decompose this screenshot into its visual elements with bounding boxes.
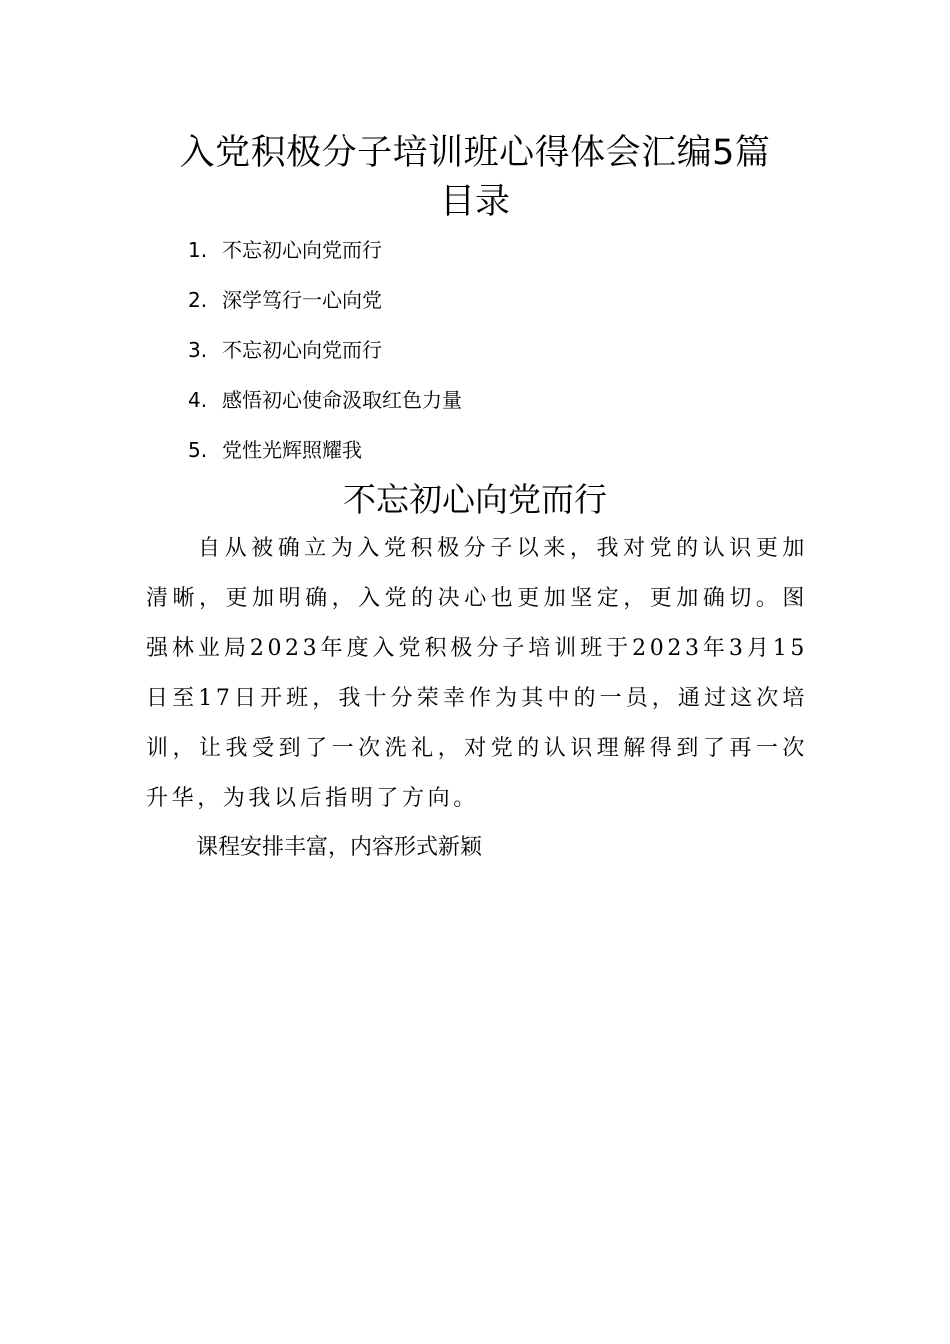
toc-item bbox=[188, 380, 462, 430]
toc-item-number: 4. bbox=[188, 388, 208, 412]
toc-item bbox=[188, 430, 462, 480]
table-of-contents bbox=[188, 230, 462, 480]
document-title: 入党积极分子培训班心得体会汇编5篇 bbox=[179, 133, 771, 173]
subheading: 课程安排丰富，内容形式新颖 bbox=[196, 835, 483, 860]
toc-item-number: 1. bbox=[188, 238, 208, 262]
toc-item-number: 3. bbox=[188, 338, 208, 362]
toc-item bbox=[188, 330, 462, 380]
toc-item-number: 2. bbox=[188, 288, 208, 312]
toc-item-label: 不忘初心向党而行 bbox=[222, 338, 382, 362]
toc-heading: 目录 bbox=[439, 182, 510, 222]
toc-item-label: 党性光辉照耀我 bbox=[222, 438, 362, 462]
toc-item-number: 5. bbox=[188, 438, 208, 462]
toc-item-label: 不忘初心向党而行 bbox=[222, 238, 382, 262]
body-paragraph: 自从被确立为入党积极分子以来，我对党的认识更加清晰，更加明确，入党的决心也更加坚定，更加确切。图强林业局2023年度入党积极分子培训班于2023年3月15日至17日开班，我十分荣幸作为其中的一员，通过这次培训，让我受到了一次洗礼，对党的认识理解得到了再一次升华，为我以后指明了方向。 bbox=[146, 536, 808, 811]
toc-item-label: 感悟初心使命汲取红色力量 bbox=[222, 388, 462, 412]
toc-item bbox=[188, 280, 462, 330]
section-title: 不忘初心向党而行 bbox=[343, 480, 607, 519]
toc-item bbox=[188, 230, 462, 280]
toc-item-label: 深学笃行一心向党 bbox=[222, 288, 382, 312]
